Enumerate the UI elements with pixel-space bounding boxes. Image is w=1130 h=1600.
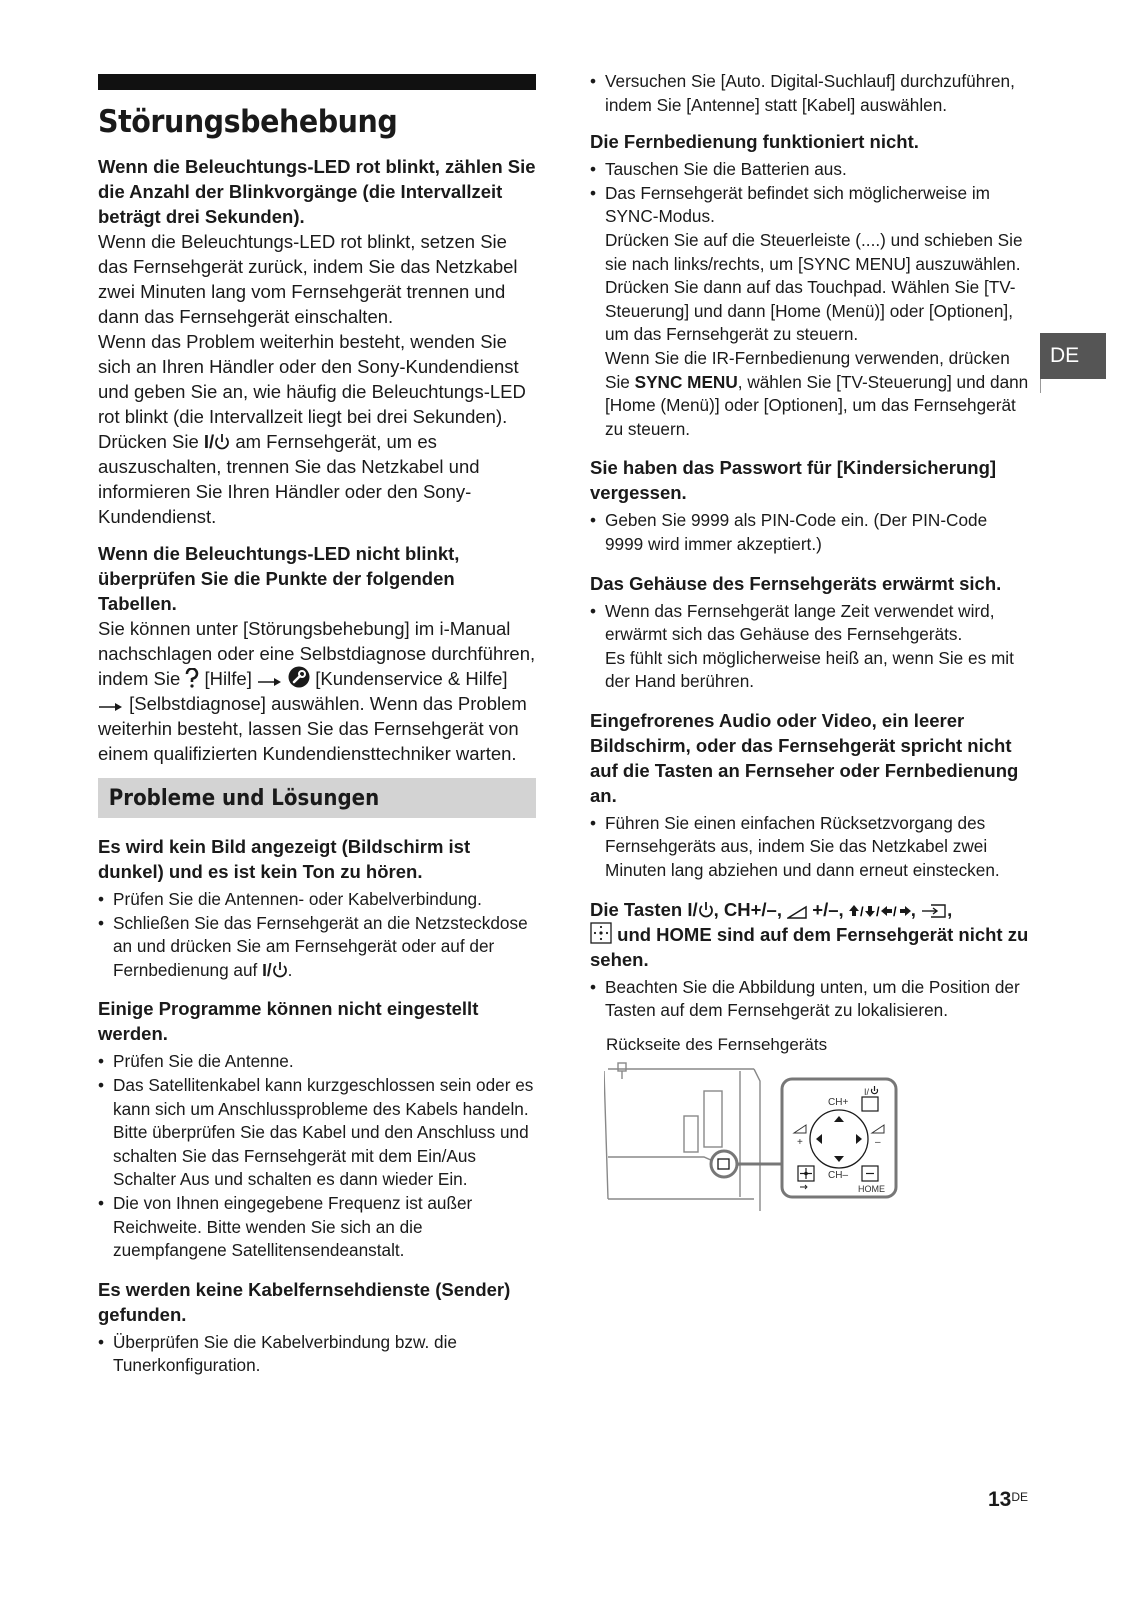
- arrow-right-icon: [98, 701, 124, 713]
- list-no-picture: [98, 888, 536, 982]
- language-tab: DE: [1040, 333, 1106, 379]
- section-no-cable: [98, 1277, 536, 1378]
- heading-led-red: Wenn die Beleuchtungs-LED rot blinkt, zählen Sie die Anzahl der Blinkvorgänge (die Intervallzeit beträgt drei Sekunden).: [98, 156, 536, 227]
- input-icon: [921, 903, 947, 919]
- list-item: • Prüfen Sie die Antennen- oder Kabelverbindung.: [98, 888, 536, 912]
- label-ch-minus: CH–: [828, 1169, 849, 1181]
- list-item: [590, 182, 1030, 442]
- list-password: [590, 509, 1030, 556]
- heading-no-cable: Es werden keine Kabelfernsehdienste (Sender) gefunden.: [98, 1278, 511, 1325]
- tv-rear-outline: [604, 1063, 760, 1211]
- wrench-icon: [288, 666, 310, 688]
- list-no-cable: [98, 1331, 536, 1378]
- direction-arrows-icon: [849, 903, 911, 919]
- section-housing: [590, 571, 1030, 694]
- volume-icon: [787, 905, 807, 919]
- svg-text:I/: I/: [864, 1086, 870, 1097]
- heading-housing: Das Gehäuse des Fernsehgeräts erwärmt sich.: [590, 572, 1002, 594]
- page-number: [988, 1488, 1028, 1512]
- options-icon: [590, 922, 612, 944]
- section-led-red: [98, 154, 536, 529]
- page-number-suffix: DE: [1011, 1490, 1029, 1504]
- list-item: • Führen Sie einen einfachen Rücksetzvorgang des Fernsehgeräts aus, indem Sie das Netzkabel zwei Minuten lang abziehen und dann erneut einstecken.: [590, 812, 1030, 883]
- heading-frozen: Eingefrorenes Audio oder Video, ein leerer Bildschirm, oder das Fernsehgerät spricht nicht auf die Tasten an Fernseher oder Fernbedienung an.: [590, 709, 1019, 806]
- text-part: , wählen Sie [TV-Steuerung] und dann [Home (Menü)] oder [Optionen], um das Fernsehgerät zu steuern.: [605, 371, 1029, 439]
- help-label: [Hilfe]: [204, 668, 252, 689]
- list-no-cable-cont: [590, 70, 1030, 117]
- heading-part: und HOME sind auf dem Fernsehgerät nicht zu sehen.: [590, 923, 1029, 970]
- label-ch-plus: CH+: [828, 1096, 849, 1108]
- list-item-text: • Wenn das Fernsehgerät lange Zeit verwendet wird, erwärmt sich das Gehäuse des Fernsehgeräts.: [605, 600, 995, 645]
- heading-password: Sie haben das Passwort für [Kindersicherung] vergessen.: [590, 457, 997, 504]
- heading-remote: Die Fernbedienung funktioniert nicht.: [590, 131, 919, 153]
- section-no-programs: [98, 996, 536, 1262]
- para-led-red-1: Wenn die Beleuchtungs-LED rot blinkt, setzen Sie das Fernsehgerät zurück, indem Sie das Netzkabel zwei Minuten lang vom Fernsehgerät trennen und dann das Fernsehgerät einschalten.: [98, 231, 518, 327]
- section-remote: [590, 129, 1030, 441]
- label-vol-minus: –: [875, 1136, 881, 1148]
- list-item-text: Es fühlt sich möglicherweise heiß an, wenn Sie es mit der Hand berühren.: [605, 647, 1014, 692]
- para-led-none-a: Sie können unter [Störungsbehebung] im i-Manual nachschlagen oder eine Selbstdiagnose durchführen, indem Sie: [98, 618, 536, 689]
- power-icon: I/: [687, 899, 713, 920]
- list-item: • Beachten Sie die Abbildung unten, um die Position der Tasten auf dem Fernsehgerät zu lokalisieren.: [590, 976, 1030, 1023]
- list-item-text: [605, 347, 1030, 441]
- heading-part: +/–,: [812, 898, 844, 920]
- list-buttons: [590, 976, 1030, 1023]
- list-frozen: [590, 812, 1030, 883]
- para-led-red-2b: am Fernsehgerät, um es auszuschalten, trennen Sie das Netzkabel und informieren Sie Ihren Händler oder den Sony-Kundendienst.: [98, 431, 480, 527]
- heading-part: Die Tasten: [590, 898, 683, 920]
- heading-led-none: Wenn die Beleuchtungs-LED nicht blinkt, überprüfen Sie die Punkte der folgenden Tabellen.: [98, 543, 460, 614]
- arrow-right-icon: [257, 676, 283, 688]
- left-column: [98, 70, 536, 1392]
- right-column: [590, 70, 1030, 1240]
- list-item: • Geben Sie 9999 als PIN-Code ein. (Der PIN-Code 9999 wird immer akzeptiert.): [590, 509, 1030, 556]
- para-led-none-b: [Selbstdiagnose] auswählen. Wenn das Problem weiterhin besteht, lassen Sie das Fernsehgerät von einem qualifizierten Kundendiensttechniker warten.: [98, 693, 527, 764]
- tab-divider: [1040, 379, 1041, 393]
- heading-buttons: Die Tasten I/ , CH+/–, +/–, / / / , , und HOME sind auf dem Fernsehgerät nicht zu sehen.: [590, 898, 1029, 970]
- figure-caption: Rückseite des Fernsehgeräts: [606, 1034, 828, 1054]
- list-item: • Prüfen Sie die Antenne.: [98, 1050, 536, 1074]
- tv-rear-diagram: [604, 1061, 924, 1221]
- text-part: Wenn Sie die IR-Fernbedienung verwenden, drücken Sie: [605, 347, 1010, 392]
- title-bar: [98, 74, 536, 90]
- list-item-text: • Das Fernsehgerät befindet sich möglicherweise im SYNC-Modus.: [605, 182, 990, 227]
- heading-no-picture: Es wird kein Bild angezeigt (Bildschirm ist dunkel) und es ist kein Ton zu hören.: [98, 836, 471, 882]
- page-number-value: 13: [988, 1488, 1012, 1511]
- problems-band: [98, 778, 536, 818]
- label-vol-plus: +: [797, 1136, 803, 1148]
- list-housing: [590, 600, 1030, 694]
- para-led-none: [98, 616, 536, 766]
- svg-text:/: /: [859, 903, 864, 919]
- svg-text:/: /: [892, 903, 897, 919]
- heading-part: , CH+/–,: [713, 898, 782, 920]
- list-remote: [590, 158, 1030, 441]
- support-label: [Kundenservice & Hilfe]: [315, 668, 508, 689]
- section-no-picture: [98, 834, 536, 982]
- label-home: HOME: [858, 1183, 885, 1194]
- section-buttons: [590, 897, 1030, 1226]
- list-no-programs: [98, 1050, 536, 1262]
- list-item: • Tauschen Sie die Batterien aus.: [590, 158, 1030, 182]
- power-icon: I/: [262, 960, 288, 980]
- section-frozen: [590, 708, 1030, 883]
- para-led-red-2: [98, 329, 536, 529]
- button-location-marker: [711, 1151, 737, 1177]
- list-item: • Das Satellitenkabel kann kurzgeschlossen sein oder es kann sich um Anschlussprobleme des Kabels handeln. Bitte überprüfen Sie das Kabel und den Anschluss und schalten Sie das Fernsehgerät mit dem Ein/Aus Schalter Aus und schalten es dann wieder Ein.: [98, 1074, 536, 1192]
- list-item: • Versuchen Sie [Auto. Digital-Suchlauf] durchzuführen, indem Sie [Antenne] statt [Kabel] auswählen.: [590, 70, 1030, 117]
- power-icon: I/: [204, 431, 230, 452]
- section-led-none: [98, 541, 536, 766]
- list-item: [590, 600, 1030, 694]
- section-password: [590, 455, 1030, 556]
- problems-band-title: Probleme und Lösungen: [108, 785, 380, 811]
- para-led-red-2a: Wenn das Problem weiterhin besteht, wenden Sie sich an Ihren Händler oder den Sony-Kundendienst und geben Sie an, wie häufig die Beleuchtungs-LED rot blinkt (die Intervallzeit liegt bei drei Sekunden). Drücken Sie: [98, 331, 526, 452]
- page-title: Störungsbehebung: [98, 104, 398, 140]
- heading-no-programs: Einige Programme können nicht eingestellt werden.: [98, 998, 479, 1045]
- list-item: • Überprüfen Sie die Kabelverbindung bzw. die Tunerkonfiguration.: [98, 1331, 536, 1378]
- list-item-text: Drücken Sie auf die Steuerleiste (....) und schieben Sie sie nach links/rechts, um [SYNC MENU] auszuwählen. Drücken Sie dann auf das Touchpad. Wählen Sie [TV-Steuerung] und dann [Home (Menü)] oder [Optionen], um das Fernsehgerät zu steuern.: [605, 229, 1023, 345]
- list-item: • Die von Ihnen eingegebene Frequenz ist außer Reichweite. Bitte wenden Sie sich an die zuempfangene Satellitensendeanstalt.: [98, 1192, 536, 1263]
- list-item-text: Schließen Sie das Fernsehgerät an die Netzsteckdose an und drücken Sie am Fernsehgerät oder auf der Fernbedienung auf: [113, 912, 528, 980]
- joystick-icon: [810, 1110, 868, 1168]
- sync-menu-label: SYNC MENU: [634, 371, 738, 392]
- list-item: • Schließen Sie das Fernsehgerät an die Netzsteckdose an und drücken Sie am Fernsehgerät oder auf der Fernbedienung auf I/ .: [98, 912, 536, 983]
- help-icon: [185, 668, 199, 688]
- svg-text:/: /: [875, 903, 880, 919]
